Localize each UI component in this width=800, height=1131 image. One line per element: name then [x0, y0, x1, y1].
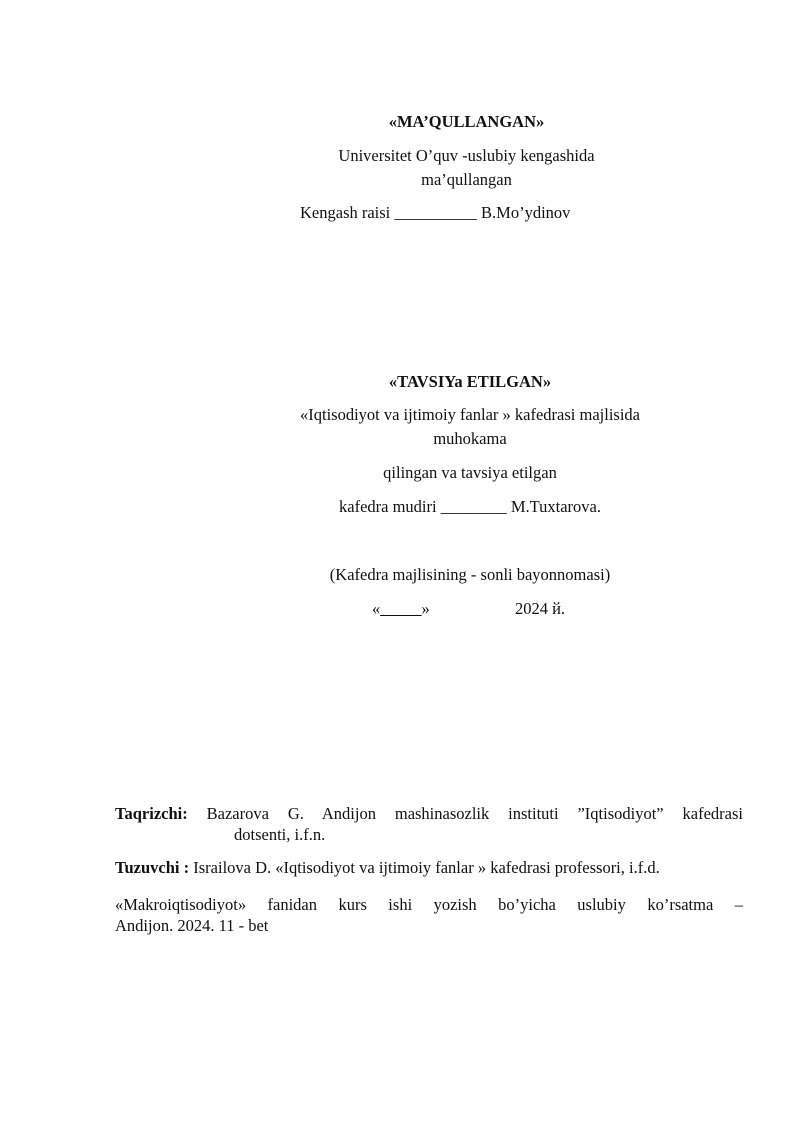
recommended-heading: «TAVSIYa ETILGAN» [388, 372, 552, 391]
author-paragraph [115, 858, 660, 878]
reviewer-paragraph [115, 802, 743, 825]
date-blank: _____ [380, 599, 422, 618]
description-line2: Andijon. 2024. 11 - bet [115, 916, 269, 935]
date-close-quote: » [421, 599, 430, 618]
recommended-line2: muhokama [433, 429, 507, 448]
reviewer-continuation: dotsenti, i.f.n. [234, 825, 326, 844]
date-year: 2024 й. [515, 599, 566, 618]
date-line [372, 599, 430, 619]
recommended-line1: «Iqtisodiyot va ijtimoiy fanlar » kafedrasi majlisida [299, 405, 640, 424]
author-text: Israilova D. «Iqtisodiyot va ijtimoiy fanlar » kafedrasi professori, i.f.d. [193, 858, 660, 877]
approved-line1: Universitet O’quv -uslubiy kengashida [338, 146, 595, 165]
recommended-line3: qilingan va tavsiya etilgan [383, 463, 557, 482]
date-open-quote: « [372, 599, 381, 618]
reviewer-text: Bazarova G. Andijon mashinasozlik instituti ”Iqtisodiyot” kafedrasi [206, 804, 744, 823]
reviewer-label: Taqrizchi: [115, 804, 188, 823]
approved-heading: «MA’QULLANGAN» [388, 112, 545, 131]
approved-line2: ma’qullangan [421, 170, 512, 189]
description-line1: «Makroiqtisodiyot» fanidan kurs ishi yozish bo’yicha uslubiy ko’rsatma – [115, 895, 743, 914]
approved-chair-signature: Kengash raisi __________ B.Mo’ydinov [300, 203, 571, 222]
author-label: Tuzuvchi : [115, 858, 190, 877]
department-head-signature: kafedra mudiri ________ M.Tuxtarova. [339, 497, 601, 516]
protocol-note: (Kafedra majlisining - sonli bayonnomasi) [329, 565, 611, 584]
